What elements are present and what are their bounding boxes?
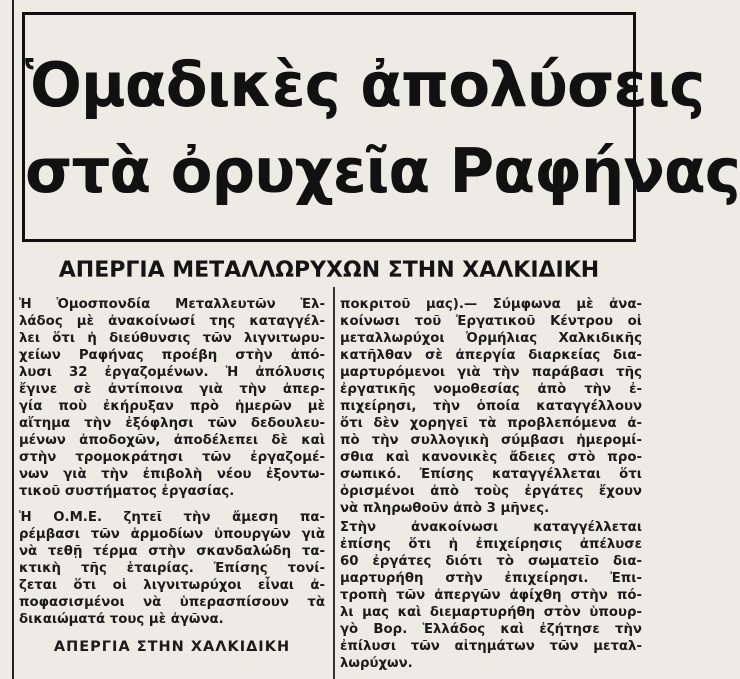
left-column bbox=[19, 296, 325, 656]
text-line: ἐργατικῆς νομοθεσίας ἀπὸ τὴν ἐ- bbox=[340, 382, 642, 397]
right-paragraph-2 bbox=[340, 519, 642, 672]
text-line: τροπὴ τῶν ἀπεργῶν ἀφίχθη στὴν πό- bbox=[340, 588, 642, 603]
text-line: Ἡ Ὁμοσπονδία Μεταλλευτῶν Ἑλ- bbox=[19, 297, 325, 312]
text-line: λι μας καὶ διεμαρτυρήθη στὸν ὑπουρ- bbox=[340, 605, 642, 620]
text-line: ὅτι δὲν χορηγεῖ τὰ προβλεπόμενα ἀ- bbox=[340, 416, 642, 431]
text-line: αἴτημα τὴν ἐξόφλησι τῶν δεδουλευ- bbox=[19, 416, 325, 431]
text-line: κτικὴ τῆς ἑταιρίας. Ἐπίσης τονί- bbox=[19, 561, 325, 576]
text-line: δικαιώματά τους μὲ ἀγῶνα. bbox=[19, 612, 224, 627]
text-line: πιχείρησι, τὴν ὁποία καταγγέλλουν bbox=[340, 399, 642, 414]
section-heading: ΑΠΕΡΓΙΑ ΣΤΗΝ ΧΑΛΚΙΔΙΚΗ bbox=[53, 639, 291, 655]
headline-line-1: Ὁμαδικὲς ἀπολύσεις bbox=[25, 50, 705, 121]
text-line: ἐπίσης ὅτι ἡ ἐπιχείρησις ἀπέλυσε bbox=[340, 537, 642, 552]
text-line: χείων Ραφήνας προέβη στὴν ἀπό- bbox=[19, 348, 325, 363]
text-line: μένων ἀποδοχῶν, ἀποδέλεπει δὲ καὶ bbox=[19, 433, 325, 448]
text-line: ρέμβασι τῶν ἁρμοδίων ὑπουργῶν γιὰ bbox=[19, 527, 325, 542]
text-line: Ἡ Ο.Μ.Ε. ζητεῖ τὴν ἄμεση πα- bbox=[19, 510, 325, 525]
text-line: στὴν τρομοκράτησι τῶν ἐργαζομέ- bbox=[19, 450, 325, 465]
article-subheadline: ΑΠΕΡΓΙΑ ΜΕΤΑΛΛΩΡΥΧΩΝ ΣΤΗΝ ΧΑΛΚΙΔΙΚΗ bbox=[58, 258, 600, 283]
text-line: νων γιὰ τὴν ἐπιβολὴ νέου ἐξοντω- bbox=[19, 467, 325, 482]
text-line: πὸ τὴν συλλογικὴ σύμβασι ἡμερομί- bbox=[340, 433, 642, 448]
text-line: ζεται ὅτι οἱ λιγνιτωρύχοι εἶναι ἀ- bbox=[19, 578, 325, 593]
text-line: ὁρισμένοι ἀπὸ τοὺς ἐργάτες ἔχουν bbox=[340, 484, 642, 499]
text-line: μαρτυρόμενοι γιὰ τὴν παράβασι τῆς bbox=[340, 365, 642, 380]
text-line: 60 ἐργάτες διότι τὸ σωματεῖο δια- bbox=[340, 554, 642, 569]
text-line: νὰ τεθῇ τέρμα στὴν σκανδαλώδη τα- bbox=[19, 544, 325, 559]
headline-line-2: στὰ ὀρυχεῖα Ραφήνας bbox=[25, 136, 740, 207]
headline-box bbox=[22, 12, 740, 242]
text-line: σωπικό. Ἐπίσης καταγγέλλεται ὅτι bbox=[340, 467, 642, 482]
text-line: λάδος μὲ ἀνακοίνωσί της καταγγέλ- bbox=[19, 314, 325, 329]
text-line: κοίνωσι τοῦ Ἐργατικοῦ Κέντρου οἱ bbox=[340, 314, 642, 329]
text-line: γὸ Βορ. Ἑλλάδος καὶ ἐζήτησε τὴν bbox=[340, 622, 642, 637]
left-paragraph-1 bbox=[19, 296, 325, 500]
text-line: ποκριτοῦ μας).— Σύμφωνα μὲ ἀνα- bbox=[340, 297, 642, 312]
text-line: μαρτυρήθη στὴν ἐπιχείρησι. Ἐπι- bbox=[340, 571, 642, 586]
adjacent-column-edge bbox=[0, 0, 14, 679]
text-line: σθια καὶ κανονικὲς ἄδειες στὸ προ- bbox=[340, 450, 642, 465]
right-paragraph-1 bbox=[340, 296, 642, 517]
text-line: νὰ πληρωθοῦν ἀπὸ 3 μῆνες. bbox=[340, 501, 550, 516]
text-line: κατῆλθαν σὲ ἀπεργία διαρκείας δια- bbox=[340, 348, 642, 363]
column-divider bbox=[333, 287, 335, 679]
right-column bbox=[340, 296, 642, 672]
text-line: λει ὅτι ἡ διεύθυνσις τῶν λιγνιτωρυ- bbox=[19, 331, 325, 346]
text-line: λωρύχων. bbox=[340, 656, 413, 671]
text-line: Στὴν ἀνακοίνωσι καταγγέλλεται bbox=[340, 520, 642, 535]
text-line: ποφασισμένοι νὰ ὑπερασπίσουν τὰ bbox=[19, 595, 325, 610]
text-line: γία ποὺ ἐκήρυξαν πρὸ ἡμερῶν μὲ bbox=[19, 399, 325, 414]
text-line: τικοῦ συστήματος ἐργασίας. bbox=[19, 484, 235, 499]
text-line: ἐπίλυσι τῶν αἰτημάτων τῶν μεταλ- bbox=[340, 639, 642, 654]
left-paragraph-2 bbox=[19, 509, 325, 628]
text-line: ἔγινε σὲ ἀντίποινα γιὰ τὴν ἀπερ- bbox=[19, 382, 325, 397]
text-line: μεταλλωρύχοι Ὀρμήλιας Χαλκιδικῆς bbox=[340, 331, 642, 346]
text-line: λυσι 32 ἐργαζομένων. Ἡ ἀπόλυσις bbox=[19, 365, 325, 380]
